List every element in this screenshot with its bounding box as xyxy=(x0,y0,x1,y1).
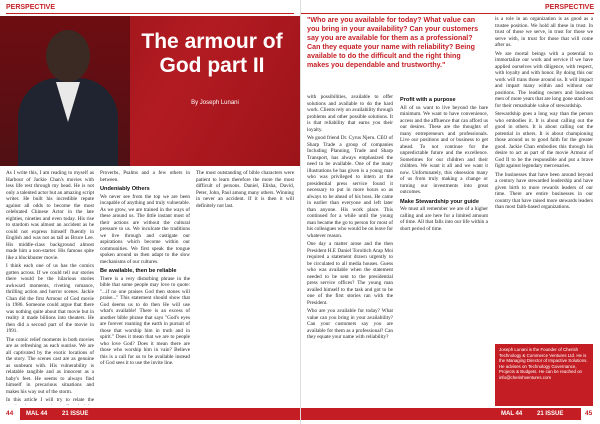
paragraph: is a role in an organization is as good as a trustee position. We hold all these in trust. In trust of those we serve, in trust for those we serve with, in trust for those that will come after us. xyxy=(495,16,593,48)
left-column-2 xyxy=(100,170,190,405)
section-heading: Profit with a purpose xyxy=(400,97,456,103)
paragraph: The comic relief moments in both movies are as refreshing as each sunrise. We are all captivated by the exotic locations of the story. The scenes cast are as genuine as sunbeam with. His vulnerability is relatable tangible and as innocent as a baby's feet. He seems to always find himself in precarious situations and makes his way out of the storm. xyxy=(6,336,94,395)
article-byline: By Joseph Lunani xyxy=(191,100,239,106)
left-column-3 xyxy=(196,170,294,405)
paragraph: We good friend Dr. Cyrus Njeru. CEO of Sharp Trade a group of companies Including Planning, Trade and Sharp Transport, has always emphasized the need to be available. One of the many illustrations he has given is a young man who was privileged to intern at the presidential press service found it necessary to put in more hours so as always to be ahead of his boss. He came in earlier than everyone and left later than anyone. His work place. This continued for a while until the young man became the go to person for most of his colleagues who would be on leave for whatever reason. xyxy=(307,135,393,239)
paragraph: All of us want to live beyond the bare minimum. We want to have convenience, access and the affluence that can afford us our desires. These are the thoughts of many entrepreneurs and professionals. Live our positions and or business to get ahead. To not continue for the unpredictable future and the excellence. Sometimes for our children and their children. We want it all and we want it now. Unfortunately, this obsession many of us from truly making a change or turning our investments into great outcomes. xyxy=(400,104,488,195)
paragraph: Proverbs, Psalms and a few others in between. xyxy=(100,170,190,183)
page-number: 44 xyxy=(6,410,14,417)
section-heading: Make Stewardship your guide xyxy=(400,198,479,205)
right-column-1 xyxy=(307,94,393,406)
paragraph: We are mortal beings with a potential to immortalize our work and service if we have applied ourselves with diligence, with respect, with loyalty and with honor. By doing this our work will trans those around us. It will impact and impart many within and without our positions. The leading owners and business men of more years that are long gone stand out for their remarkable value of stewardship. xyxy=(495,50,593,109)
right-footer xyxy=(301,408,600,420)
paragraph: Stewardship goes a long way than the person who embodies it. It is about calling out the good in others. It is about calling out the potential in others. It is about championing those around us to good faith for the greater good. Jackie Chan embodies this through his desire to act as part of the movie Armour of God II to be the responsible and put a brave fight against legendary mercenaries. xyxy=(495,111,593,169)
paragraph: One day a matter arose and the then President H.E Daniel Toroitich Arap Moi required a statement drawn urgently to be circulated to all media houses. Guess who was available when the statement needed to be sent to the presidential press service offices? The young man availed himself to the task and got to be one of the first stories ran with the President. xyxy=(307,241,393,306)
section-tag: PERSPECTIVE xyxy=(544,4,594,11)
paragraph: In this article I will try to relate the xyxy=(6,397,94,403)
left-column-1 xyxy=(6,170,94,405)
author-bio-box: Joseph Lunani is the Founder of Cherish Technology & Commerce Ventures Ltd. He is the Managing Director of Impactive Solutions. He advises on Technology Governance, Projects & Budgets. He can be reached on info@cherishventures.com xyxy=(495,344,593,406)
right-page xyxy=(301,0,600,424)
paragraph: There is a very disturbing phrase in the bible that some people may love to quote: "...if no one praises God then stones will praise..." This statement should show that God deems us to do then He will use what's available! There is an excess of another bible phrase that says "God's eyes are forever roaming the earth in pursuit of those that worship him in truth and in spirit." Does it mean that we are to people who love God? Does it mean there are those who worship him in vain? Believe this is a call for us to be available instead of God sees it to use the invite line. xyxy=(100,275,190,366)
issue-label: 21 ISSUE xyxy=(537,411,564,417)
page-number: 45 xyxy=(585,410,593,417)
pull-quote: "Who are you available for today? What value can you bring in your availability? Can your customers say you are available for them as a professional? Can they equate your name with reliability? Being available to do the difficult and the right thing makes you dependable and trustworthy." xyxy=(307,16,479,69)
article-title: The armour of God part II xyxy=(141,30,283,77)
top-rule xyxy=(6,13,294,14)
section-heading: Be available, then be reliable xyxy=(100,268,177,274)
paragraph: Who are you available for today? What value can you bring in your availability? Can your customers say you are available for them as a professional? Can they equate your name with reliability? xyxy=(307,308,393,340)
paragraph: The most outstanding of bible characters were patient to learn therefore the more the most difficult of persons. Daniel, Elisha, David, Peter, John, Paul among many others. Winning in never an accident. If it is then it will definitely not last. xyxy=(196,170,294,209)
top-rule xyxy=(301,13,594,14)
right-column-3 xyxy=(495,16,593,342)
magazine-name: MAL 44 xyxy=(501,411,523,417)
author-photo xyxy=(0,16,130,166)
photo-head xyxy=(46,30,90,82)
paragraph: We must all remember we are of a higher calling and are here for a limited amount of time. All that falls into our life within a short period of time. xyxy=(400,206,488,232)
paragraph: I think each one of us has the comics gotten across. If we could tell our stories there would be the hilarious stories awkward moments, riveting romance, thrilling action and horror scenes. Jackie Chan did the first Armour of God movie in 1986. Someone could argue that there was nothing quite about that movie but in reality it made billions into theaters. He then did a second part of the movie in 1991. xyxy=(6,263,94,334)
left-footer xyxy=(0,408,300,420)
issue-label: 21 ISSUE xyxy=(62,411,89,417)
right-column-2 xyxy=(400,94,488,406)
paragraph: We never see from the top we are been incapable of anything and truly vulnerable. As we grow, we are trained in the ways of these around us. The little instant most of their actions are without the cultural pressure to us. We inculcate the traditions we live through and castigate our aspirations which become within our communities. We first speak the tongue spoken around us then adapt to the slow mechanisms of our cultures. xyxy=(100,193,190,265)
article-header xyxy=(0,16,300,166)
magazine-name: MAL 44 xyxy=(26,411,48,417)
paragraph: The businesses that have been around beyond a century have stewarded leadership and have given birth to more rewards leaders of our time. There are entire businesses in our country that have raised more stewards leaders than most faith-based organizations. xyxy=(495,171,593,210)
section-tag: PERSPECTIVE xyxy=(6,4,56,11)
paragraph: with possibilities, available to offer solutions and available to do the hard work. Clients rely on availability through problems and other possible solutions. It is that reliability that earns you their loyalty. xyxy=(307,94,393,133)
section-heading: Undeniably Others xyxy=(100,186,150,192)
paragraph: As I write this, I am reading to myself as Harbour of Jackie Chan's movies with less life rest through my head. He is not only a talented actor but an amazing script writer. He built his incredible repute against all odds to become the most celebrated Chinese Actor in the late eighties, nineties and even today. His rise to stardom was almost an accident as he could not express himself fluently in English and was not as tall as Bruce Lee. His middle-class background almost made him a non-starter. His famous spite like a blockbuster movie. xyxy=(6,170,94,261)
